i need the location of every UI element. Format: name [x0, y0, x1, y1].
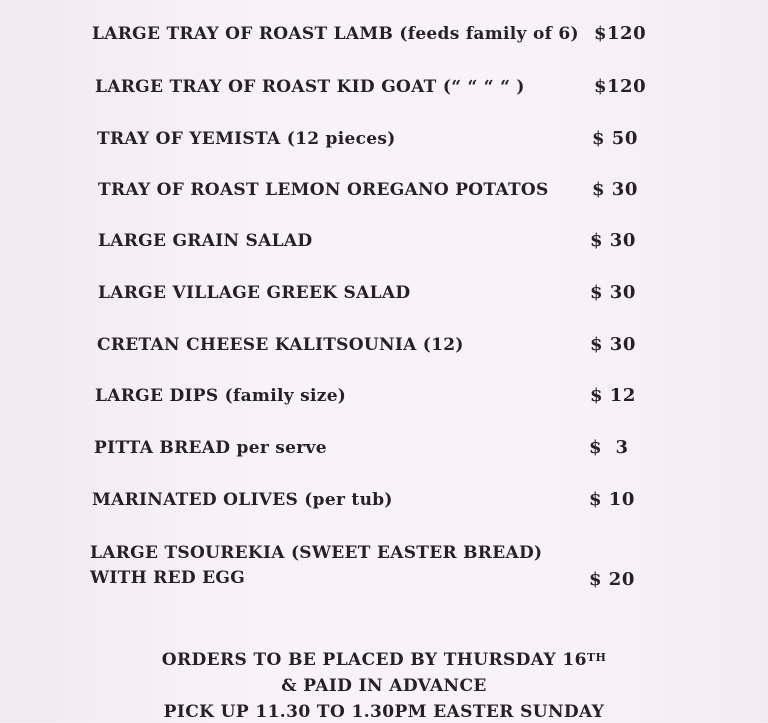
menu-item-name: LARGE VILLAGE GREEK SALAD: [98, 283, 411, 303]
menu-item-name: PITTA BREAD per serve: [94, 438, 327, 458]
menu-item-price: $ 10: [589, 489, 635, 510]
menu-item-price: $120: [594, 76, 647, 97]
footer-pickup-time: [0, 701, 768, 723]
menu-item-price: $ 30: [590, 334, 636, 355]
menu-item-price: $120: [594, 23, 647, 44]
menu-item: [0, 179, 768, 209]
menu-item-name: TRAY OF YEMISTA (12 pieces): [97, 129, 396, 149]
menu-item: [0, 230, 768, 260]
menu-item-name: TRAY OF ROAST LEMON OREGANO POTATOS: [98, 180, 549, 200]
footer-line3-text: PICK UP 11.30 TO 1.30PM EASTER SUNDAY: [163, 702, 605, 722]
menu-item: [0, 76, 768, 106]
menu-item-name: LARGE TRAY OF ROAST LAMB (feeds family of 6): [92, 24, 579, 44]
menu-item-price: $ 50: [592, 128, 638, 149]
footer-line1-text: ORDERS TO BE PLACED BY THURSDAY 16: [161, 650, 587, 670]
menu-item: [0, 23, 768, 53]
menu-item-price: $ 30: [592, 179, 638, 200]
menu-item-price: $ 12: [590, 385, 636, 406]
footer-order-deadline: [0, 649, 768, 671]
menu-item-name: LARGE TRAY OF ROAST KID GOAT (“ “ “ “ ): [95, 77, 525, 97]
menu-item: [0, 385, 768, 415]
menu-item-price: $ 20: [589, 569, 635, 590]
menu-item-price: $ 30: [590, 230, 636, 251]
menu-item-price: $ 3: [589, 437, 629, 458]
menu-item-name-line2: WITH RED EGG: [90, 568, 246, 588]
menu-item-name: LARGE TSOUREKIA (SWEET EASTER BREAD): [90, 543, 543, 563]
menu-item-name: MARINATED OLIVES (per tub): [92, 490, 393, 510]
footer-payment-note: [0, 675, 768, 697]
menu-item: [0, 489, 768, 519]
menu-item: [0, 437, 768, 467]
menu-item: [0, 282, 768, 312]
menu-item-name: LARGE DIPS (family size): [95, 386, 347, 406]
footer-line2-text: & PAID IN ADVANCE: [281, 676, 487, 696]
menu-item-name: LARGE GRAIN SALAD: [98, 231, 313, 251]
menu-item-name: CRETAN CHEESE KALITSOUNIA (12): [97, 335, 464, 355]
menu-item: [0, 542, 768, 598]
footer-line1-suffix: TH: [586, 651, 607, 664]
menu-item: [0, 334, 768, 364]
menu-item: [0, 128, 768, 158]
menu-item-price: $ 30: [590, 282, 636, 303]
